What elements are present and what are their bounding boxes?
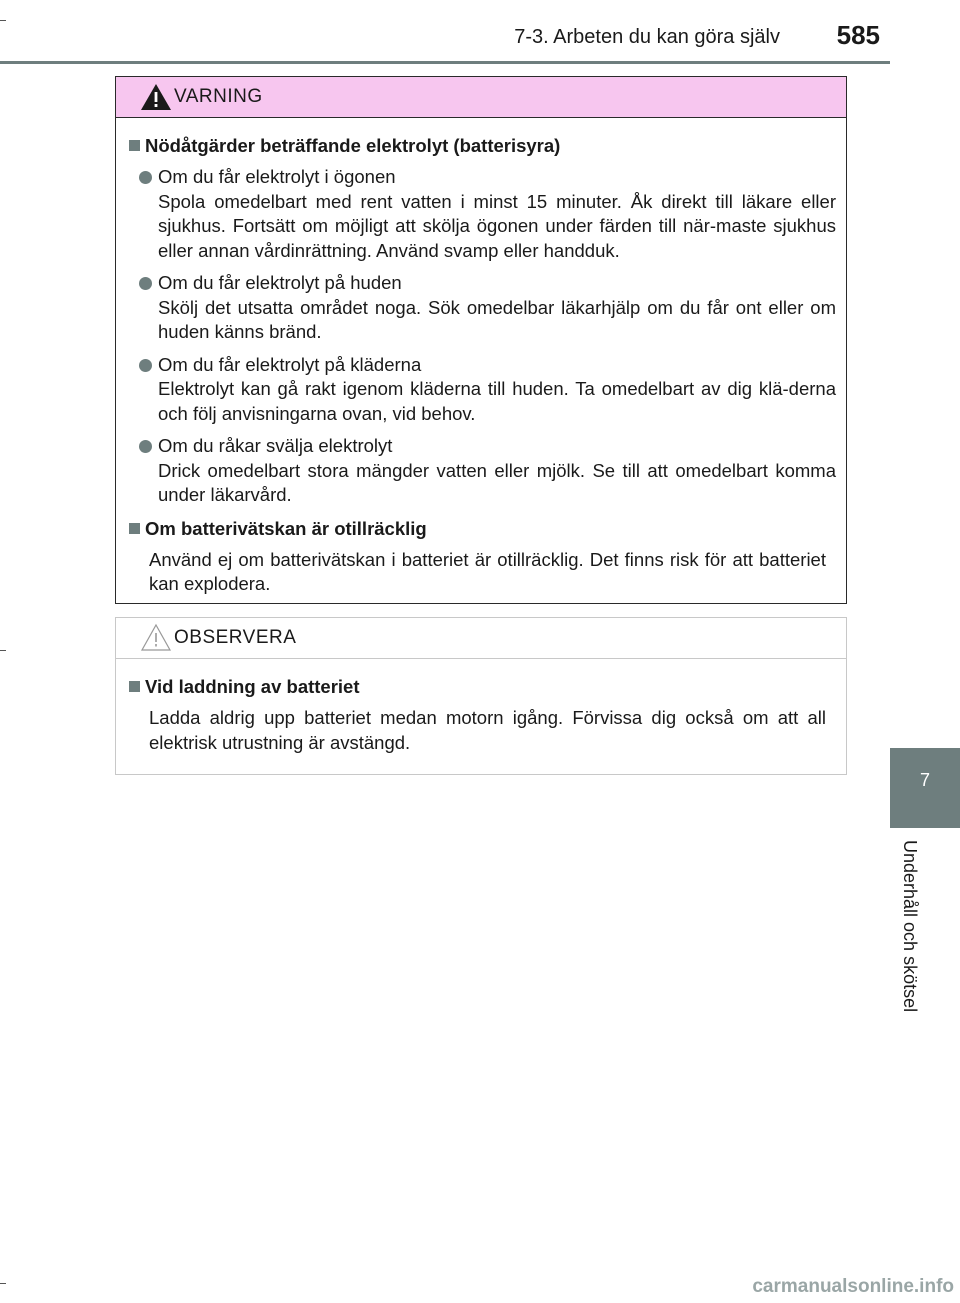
caution-triangle-outline-icon — [140, 623, 172, 651]
section-heading-text: Nödåtgärder beträffande elektrolyt (batterisyra) — [145, 135, 561, 156]
section-title: 7-3. Arbeten du kan göra själv — [514, 26, 780, 48]
item-text: Spola omedelbart med rent vatten i minst 15 minuter. Åk direkt till läkare eller sjukhus. Fortsätt om möjligt att skölja ögonen under färden till när-maste sjukhus eller annan vårdinrättning. Använd svamp eller handduk. — [158, 190, 836, 261]
warning-header — [116, 77, 846, 118]
round-bullet-icon — [139, 277, 152, 290]
paragraph: Ladda aldrig upp batteriet medan motorn igång. Förvissa dig också om att all elektrisk utrustning är avstängd. — [149, 707, 826, 753]
item-title: Om du får elektrolyt på huden — [158, 272, 402, 293]
chapter-title: Underhåll och skötsel — [900, 840, 920, 1013]
section-heading — [126, 516, 836, 542]
crop-mark — [0, 1283, 6, 1284]
list-item — [138, 353, 836, 427]
notice-header — [116, 618, 846, 659]
section-heading — [126, 133, 836, 159]
notice-title: OBSERVERA — [174, 627, 297, 648]
item-text: Skölj det utsatta området noga. Sök omedelbar läkarhjälp om du får ont eller om huden känns bränd. — [158, 296, 836, 342]
square-bullet-icon — [129, 140, 140, 151]
page-number: 585 — [836, 20, 880, 50]
warning-box — [115, 76, 847, 604]
notice-box — [115, 617, 847, 775]
round-bullet-icon — [139, 359, 152, 372]
warning-title: VARNING — [174, 86, 263, 107]
square-bullet-icon — [129, 681, 140, 692]
notice-body — [116, 659, 846, 755]
crop-mark — [0, 650, 6, 651]
list-item — [138, 271, 836, 345]
item-title: Om du råkar svälja elektrolyt — [158, 435, 393, 456]
round-bullet-icon — [139, 171, 152, 184]
watermark: carmanualsonline.info — [752, 1276, 954, 1297]
section-heading-text: Om batterivätskan är otillräcklig — [145, 517, 427, 539]
paragraph: Använd ej om batterivätskan i batteriet är otillräcklig. Det finns risk för att batteriet kan explodera. — [149, 548, 826, 594]
warning-triangle-icon — [140, 83, 172, 111]
square-bullet-icon — [129, 523, 140, 534]
item-title: Om du får elektrolyt på kläderna — [158, 353, 422, 375]
warning-body — [116, 118, 846, 597]
item-title: Om du får elektrolyt i ögonen — [158, 166, 396, 187]
item-text: Drick omedelbart stora mängder vatten eller mjölk. Se till att omedelbart komma under läkarvård. — [158, 459, 836, 505]
list-item — [138, 434, 836, 508]
chapter-number: 7 — [919, 770, 930, 790]
crop-mark — [0, 20, 6, 21]
item-text: Elektrolyt kan gå rakt igenom kläderna till huden. Ta omedelbart av dig klä-derna och följ anvisningarna ovan, vid behov. — [158, 378, 836, 424]
list-item — [138, 165, 836, 263]
section-heading — [126, 674, 836, 700]
header-rule — [0, 61, 890, 64]
chapter-tab[interactable] — [890, 748, 960, 828]
section-heading-text: Vid laddning av batteriet — [145, 676, 360, 697]
round-bullet-icon — [139, 440, 152, 453]
